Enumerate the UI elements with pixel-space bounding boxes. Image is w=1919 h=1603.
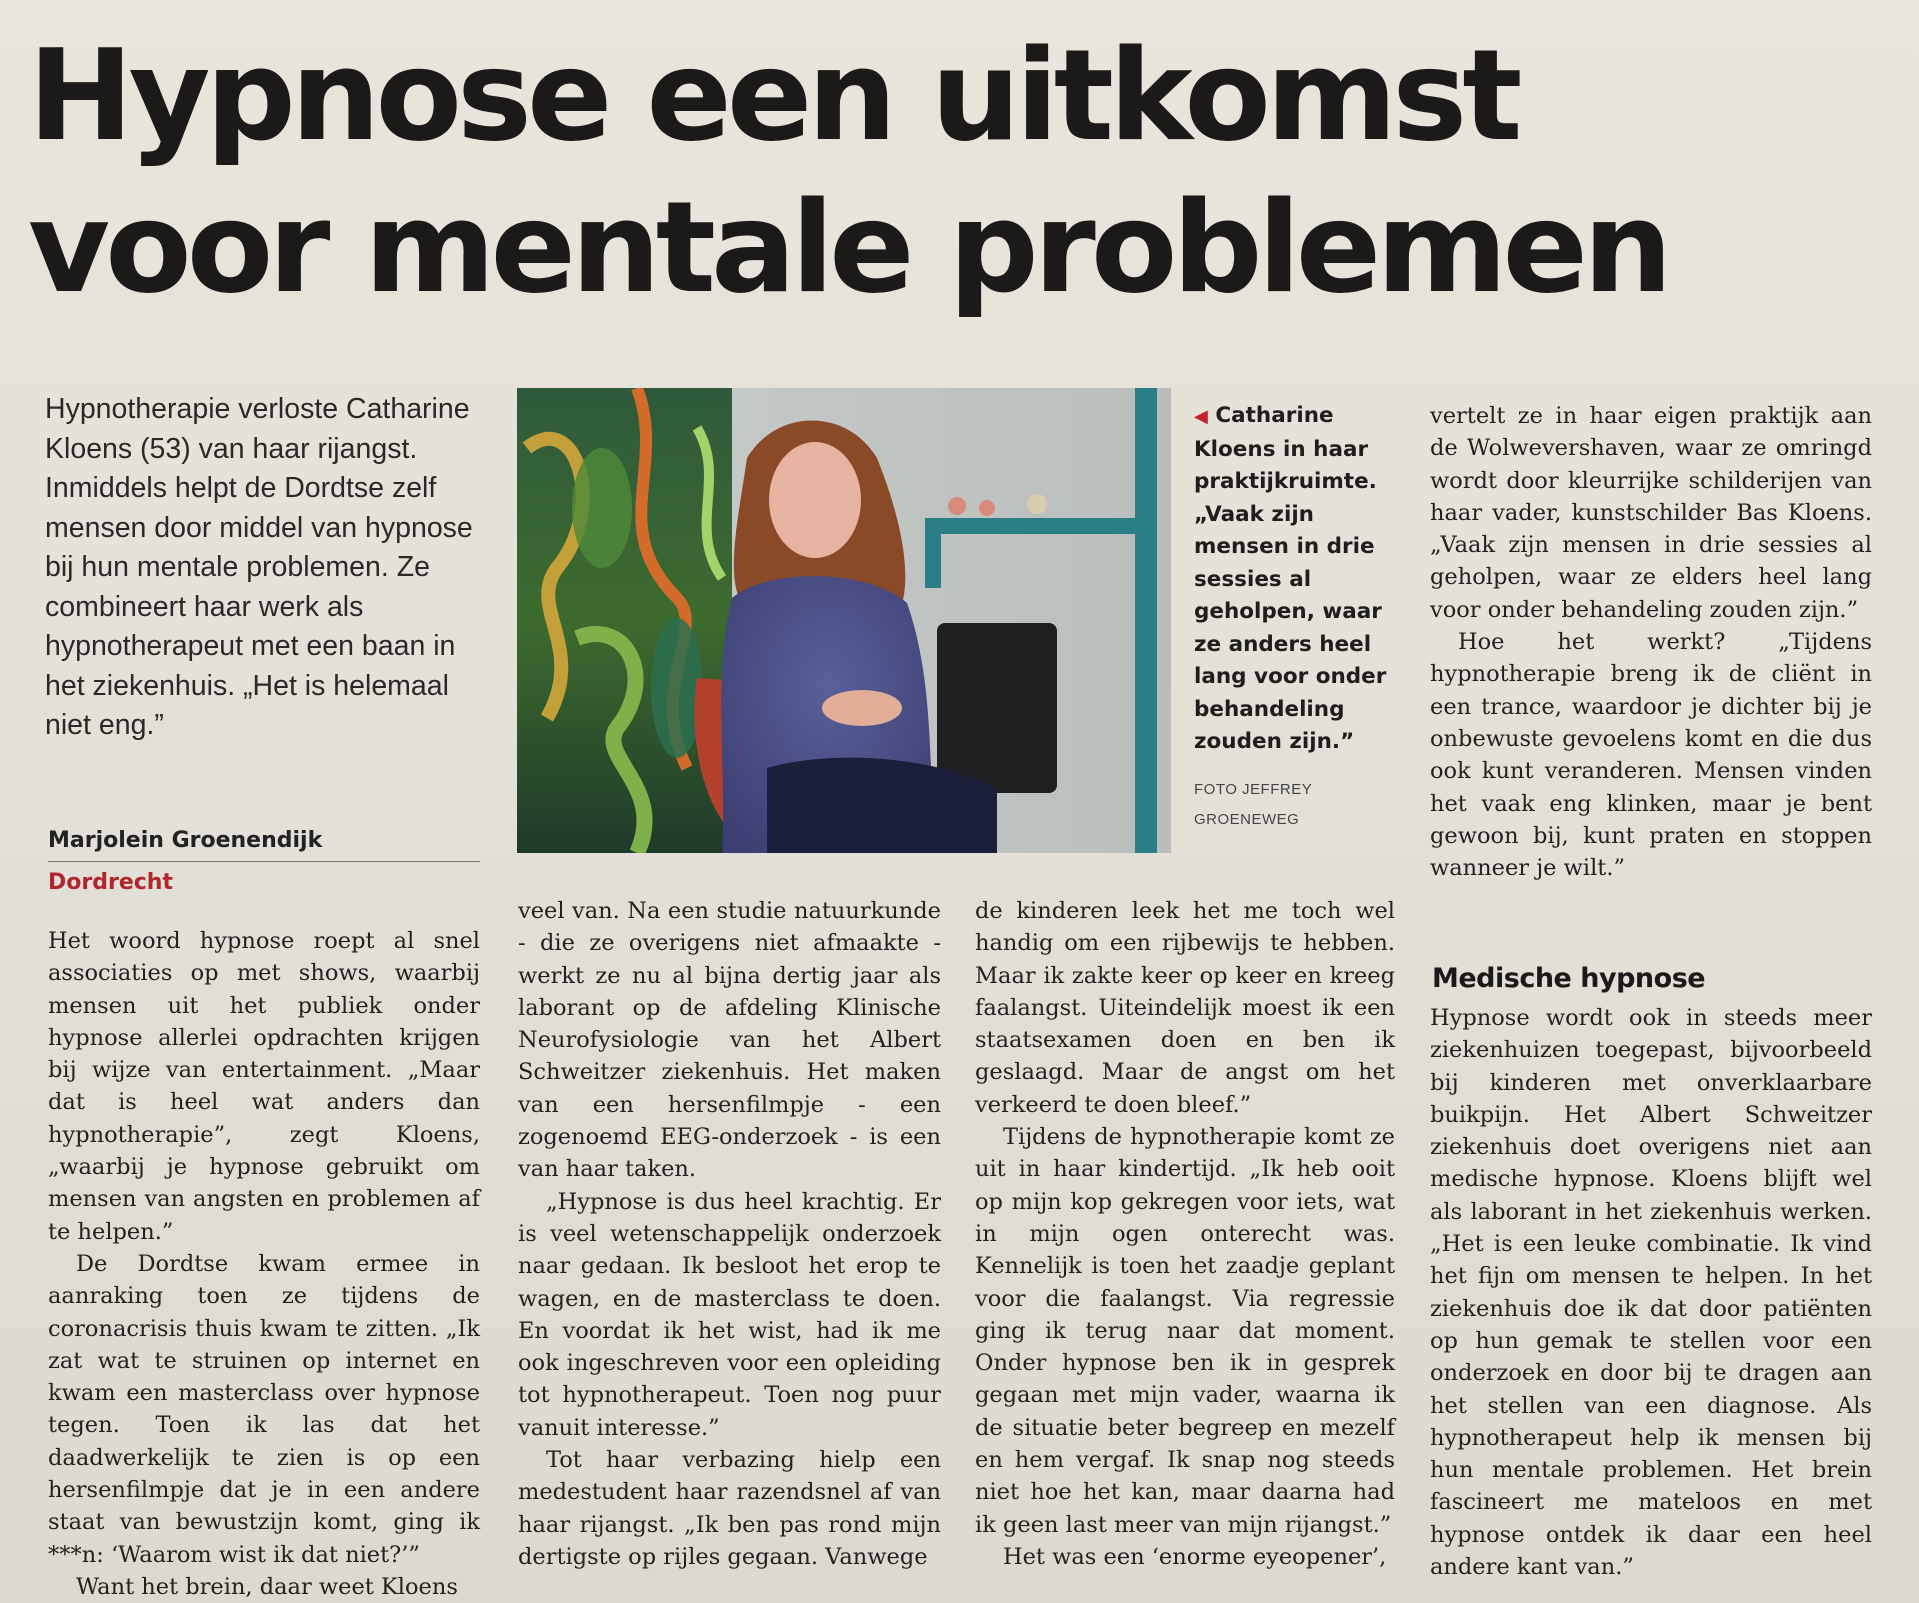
paragraph: Hoe het werkt? „Tijdens hypnotherapie breng ik de cliënt in een trance, waardoor je dichter bij je onbewuste gevoelens komt en die dus ook kunt veranderen. Mensen vinden het vaak eng klinken, maar je bent gewoon bij, kunt praten en stoppen wanneer je wilt.” xyxy=(1430,629,1872,882)
photo-caption xyxy=(1194,400,1409,759)
body-column-3 xyxy=(975,895,1395,1573)
author-byline: Marjolein Groenendijk xyxy=(48,828,480,862)
intro-lead xyxy=(45,390,485,746)
paragraph: Het was een ‘enorme eyeopener’, xyxy=(1003,1543,1387,1570)
paragraph: veel van. Na een studie natuurkunde - die ze overigens niet afmaakte - werkt ze nu al bijna dertig jaar als laborant op de afdeling Klinische Neurofysiologie van het Albert Schweitzer ziekenhuis. Het maken van een hersenfilmpje - een zogenoemd EEG-onderzoek - is een van haar taken. xyxy=(518,898,941,1183)
caption-text: Catharine Kloens in haar praktijkruimte. „Vaak zijn mensen in drie sessies al geholpen, waar ze anders heel lang voor onder behandeling zouden zijn.” xyxy=(1194,403,1387,754)
article-photo xyxy=(517,388,1171,853)
paragraph: Hypnose wordt ook in steeds meer ziekenhuizen toegepast, bijvoorbeeld bij kinderen met onverklaarbare buikpijn. Het Albert Schweitzer ziekenhuis doet overigens niet aan medische hypnose. Kloens blijft wel als laborant in het ziekenhuis werken. „Het is een leuke combinatie. Ik vind het fijn om mensen te helpen. In het ziekenhuis doe ik dat door patiënten op hun gemak te stellen voor een onderzoek en door bij te dragen aan het stellen van een diagnose. Als hypnotherapeut help ik mensen bij hun mentale problemen. Het brein fascineert me mateloos en met hypnose ontdek ik daar een heel andere kant van.” xyxy=(1430,1005,1872,1581)
photo-illustration xyxy=(517,388,1171,853)
photo-credit: FOTO JEFFREY GROENEWEG xyxy=(1194,781,1312,828)
paragraph: Tot haar verbazing hielp een medestudent haar razendsnel af van haar rijangst. „Ik ben pas rond mijn dertigste op rijles gegaan. Vanwege xyxy=(518,1447,941,1570)
paragraph: Want het brein, daar weet Kloens xyxy=(76,1573,458,1600)
body-column-4-continued xyxy=(1430,1002,1872,1583)
intro-text: Hypnotherapie verloste Catharine Kloens (53) van haar rijangst. Inmiddels helpt de Dordtse zelf mensen door middel van hypnose bij hun mentale problemen. Ze combineert haar werk als hypnotherapeut met een baan in het ziekenhuis. „Het is helemaal niet eng.” xyxy=(45,393,473,741)
paragraph: „Hypnose is dus heel krachtig. Er is veel wetenschappelijk onderzoek naar gedaan. Ik besloot het erop te wagen, en de masterclass te doen. En voordat ik het wist, had ik me ook ingeschreven voor een opleiding tot hypnotherapeut. Toen nog puur vanuit interesse.” xyxy=(518,1188,941,1441)
paragraph: Tijdens de hypnotherapie komt ze uit in haar kindertijd. „Ik heb ooit op mijn kop gekregen voor iets, wat in mijn ogen onterecht was. Kennelijk is toen het zaadje geplant voor die faalangst. Via regressie ging ik terug naar dat moment. Onder hypnose ben ik in gesprek gegaan met mijn vader, waarna ik de situatie beter begreep en mezelf en hem vergaf. Ik snap nog steeds niet hoe het kan, maar daarna had ik geen last meer van mijn rijangst.” xyxy=(975,1124,1395,1538)
paragraph: de kinderen leek het me toch wel handig om een rijbewijs te hebben. Maar ik zakte keer op keer en kreeg faalangst. Uiteindelijk moest ik een staatsexamen doen en ben ik geslaagd. Maar de angst om het verkeerd te doen bleef.” xyxy=(975,898,1395,1118)
headline-line-2: voor mentale problemen xyxy=(28,174,1668,321)
paragraph: vertelt ze in haar eigen praktijk aan de Wolwevershaven, waar ze omringd wordt door kleurrijke schilderijen van haar vader, kunstschilder Bas Kloens. „Vaak zijn mensen in drie sessies al geholpen, waar ze elders heel lang voor onder behandeling zouden zijn.” xyxy=(1430,403,1872,623)
body-column-1 xyxy=(48,925,480,1603)
headline xyxy=(28,20,1898,324)
paragraph: Het woord hypnose roept al snel associaties op met shows, waarbij mensen uit het publiek onder hypnose allerlei opdrachten krijgen bij wijze van entertainment. „Maar dat is heel wat anders dan hypnotherapie”, zegt Kloens, „waarbij je hypnose gebruikt om mensen van angsten en problemen af te helpen.” xyxy=(48,928,480,1245)
subheading: Medische hypnose xyxy=(1432,963,1706,994)
headline-line-1: Hypnose een uitkomst xyxy=(28,22,1518,169)
triangle-left-icon: ◀ xyxy=(1194,406,1208,427)
body-column-2 xyxy=(518,895,941,1573)
dateline-place: Dordrecht xyxy=(48,870,173,895)
paragraph: De Dordtse kwam ermee in aanraking toen ze tijdens de coronacrisis thuis kwam te zitten. „Ik zat wat te struinen op internet en kwam een masterclass over hypnose tegen. Toen ik las dat het daadwerkelijk te zien is op een hersenfilmpje dat je in een andere staat van bewustzijn komt, ging ik ***n: ‘Waarom wist ik dat niet?’” xyxy=(48,1250,480,1568)
body-column-4 xyxy=(1430,400,1872,884)
